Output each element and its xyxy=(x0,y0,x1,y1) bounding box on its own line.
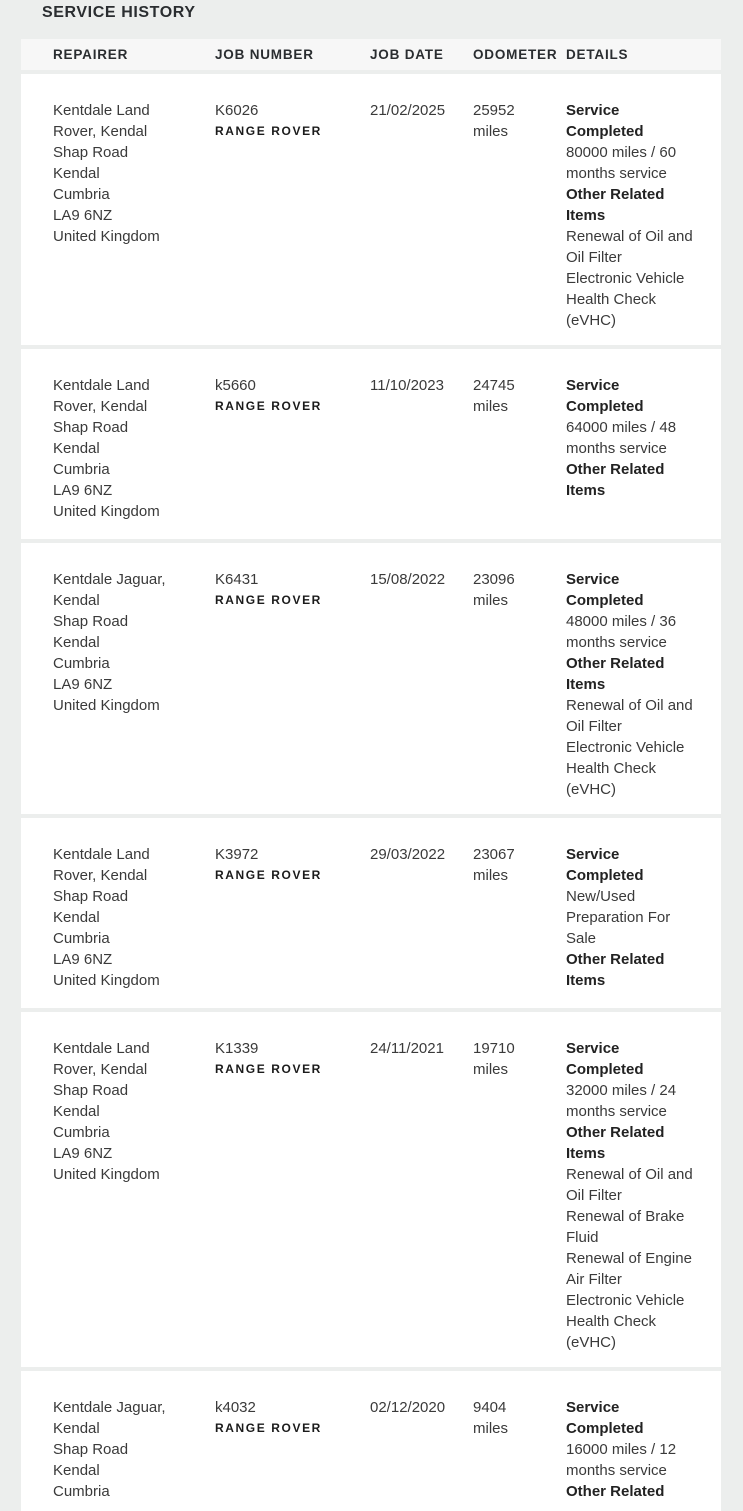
repairer-address-line: LA9 6NZ xyxy=(53,207,113,224)
job-number: K6026 xyxy=(215,102,259,119)
repairer-cell xyxy=(53,100,203,247)
details-cell xyxy=(566,569,716,800)
repairer-address-line: LA9 6NZ xyxy=(53,951,113,968)
repairer-address-line: United Kingdom xyxy=(53,503,160,520)
repairer-address-line: LA9 6NZ xyxy=(53,1145,113,1162)
repairer-name: Kentdale Land Rover, Kendal xyxy=(53,377,150,415)
repairer-name: Kentdale Jaguar, Kendal xyxy=(53,1399,166,1437)
column-header-job-date: JOB DATE xyxy=(370,47,444,62)
job-number-cell xyxy=(215,1038,365,1077)
repairer-address-line: Kendal xyxy=(53,1462,100,1479)
repairer-address-line: Kendal xyxy=(53,634,100,651)
other-item: Renewal of Oil and Oil Filter xyxy=(566,697,693,735)
repairer-address-line: Cumbria xyxy=(53,930,110,947)
range-rover-logo: RANGE ROVER xyxy=(215,1062,322,1076)
job-date: 02/12/2020 xyxy=(370,1399,446,1416)
repairer-name: Kentdale Land Rover, Kendal xyxy=(53,1040,150,1078)
other-related-items-label: Other Related Items xyxy=(566,1124,665,1162)
repairer-cell xyxy=(53,1397,203,1502)
odometer: 19710 miles xyxy=(473,1040,515,1078)
repairer-address-line: Shap Road xyxy=(53,1082,129,1099)
repairer-address-line: United Kingdom xyxy=(53,228,160,245)
service-completed-label: Service Completed xyxy=(566,1399,644,1437)
service-description: 64000 miles / 48 months service xyxy=(566,419,677,457)
repairer-address-line: Shap Road xyxy=(53,144,129,161)
other-related-items-label: Other Related Items xyxy=(566,461,665,499)
column-header-details: DETAILS xyxy=(566,47,629,62)
job-date: 24/11/2021 xyxy=(370,1040,444,1057)
range-rover-logo: RANGE ROVER xyxy=(215,124,322,138)
job-number: k5660 xyxy=(215,377,256,394)
service-description: New/Used Preparation For Sale xyxy=(566,888,671,947)
job-number: K1339 xyxy=(215,1040,259,1057)
other-item: Renewal of Oil and Oil Filter xyxy=(566,1166,693,1204)
job-date: 29/03/2022 xyxy=(370,846,446,863)
service-completed-label: Service Completed xyxy=(566,846,644,884)
service-completed-label: Service Completed xyxy=(566,1040,644,1078)
repairer-address-line: United Kingdom xyxy=(53,1166,160,1183)
details-cell xyxy=(566,1397,716,1502)
details-cell xyxy=(566,844,716,991)
repairer-name: Kentdale Land Rover, Kendal xyxy=(53,102,150,140)
job-number: k4032 xyxy=(215,1399,256,1416)
repairer-cell xyxy=(53,569,203,716)
repairer-address-line: Shap Road xyxy=(53,888,129,905)
repairer-name: Kentdale Land Rover, Kendal xyxy=(53,846,150,884)
table-row xyxy=(21,1371,721,1511)
other-related-items-label: Other Related Items xyxy=(566,186,665,224)
table-row xyxy=(21,1012,721,1367)
repairer-address-line: Shap Road xyxy=(53,613,129,630)
job-number: K6431 xyxy=(215,571,259,588)
repairer-address-line: LA9 6NZ xyxy=(53,482,113,499)
column-header-job-number: JOB NUMBER xyxy=(215,47,314,62)
repairer-address-line: Cumbria xyxy=(53,655,110,672)
service-completed-label: Service Completed xyxy=(566,377,644,415)
range-rover-logo: RANGE ROVER xyxy=(215,868,322,882)
odometer: 23067 miles xyxy=(473,846,515,884)
details-cell xyxy=(566,375,716,501)
service-description: 32000 miles / 24 months service xyxy=(566,1082,677,1120)
repairer-name: Kentdale Jaguar, Kendal xyxy=(53,571,166,609)
other-item: Renewal of Brake Fluid xyxy=(566,1208,685,1246)
service-completed-label: Service Completed xyxy=(566,571,644,609)
job-number-cell xyxy=(215,569,365,608)
repairer-address-line: Cumbria xyxy=(53,186,110,203)
repairer-address-line: Cumbria xyxy=(53,461,110,478)
other-item: Renewal of Engine Air Filter xyxy=(566,1250,692,1288)
service-description: 16000 miles / 12 months service xyxy=(566,1441,677,1479)
job-date: 11/10/2023 xyxy=(370,377,444,394)
range-rover-logo: RANGE ROVER xyxy=(215,593,322,607)
odometer: 23096 miles xyxy=(473,571,515,609)
details-cell xyxy=(566,1038,716,1353)
repairer-cell xyxy=(53,844,203,991)
job-number: K3972 xyxy=(215,846,259,863)
repairer-address-line: Kendal xyxy=(53,440,100,457)
service-description: 48000 miles / 36 months service xyxy=(566,613,677,651)
other-related-items-label: Other Related Items xyxy=(566,655,665,693)
repairer-address-line: Shap Road xyxy=(53,419,129,436)
table-row xyxy=(21,74,721,345)
repairer-address-line: Kendal xyxy=(53,165,100,182)
other-item: Electronic Vehicle Health Check (eVHC) xyxy=(566,270,685,329)
table-row xyxy=(21,349,721,539)
column-header-odometer: ODOMETER xyxy=(473,47,558,62)
other-related-items-label: Other Related xyxy=(566,1483,665,1500)
repairer-address-line: Kendal xyxy=(53,909,100,926)
other-item: Renewal of Oil and Oil Filter xyxy=(566,228,693,266)
job-number-cell xyxy=(215,1397,365,1436)
repairer-address-line: Cumbria xyxy=(53,1483,110,1500)
repairer-address-line: Shap Road xyxy=(53,1441,129,1458)
repairer-address-line: Kendal xyxy=(53,1103,100,1120)
odometer: 9404 miles xyxy=(473,1399,509,1437)
table-row xyxy=(21,818,721,1008)
service-completed-label: Service Completed xyxy=(566,102,644,140)
job-date: 21/02/2025 xyxy=(370,102,446,119)
table-row xyxy=(21,543,721,814)
range-rover-logo: RANGE ROVER xyxy=(215,1421,322,1435)
repairer-address-line: United Kingdom xyxy=(53,972,160,989)
repairer-address-line: Cumbria xyxy=(53,1124,110,1141)
other-related-items-label: Other Related Items xyxy=(566,951,665,989)
repairer-cell xyxy=(53,1038,203,1185)
repairer-cell xyxy=(53,375,203,522)
job-number-cell xyxy=(215,375,365,414)
column-header-repairer: REPAIRER xyxy=(53,47,129,62)
service-description: 80000 miles / 60 months service xyxy=(566,144,677,182)
repairer-address-line: United Kingdom xyxy=(53,697,160,714)
odometer: 24745 miles xyxy=(473,377,515,415)
job-number-cell xyxy=(215,100,365,139)
range-rover-logo: RANGE ROVER xyxy=(215,399,322,413)
job-date: 15/08/2022 xyxy=(370,571,446,588)
other-item: Electronic Vehicle Health Check (eVHC) xyxy=(566,739,685,798)
job-number-cell xyxy=(215,844,365,883)
repairer-address-line: LA9 6NZ xyxy=(53,676,113,693)
other-item: Electronic Vehicle Health Check (eVHC) xyxy=(566,1292,685,1351)
details-cell xyxy=(566,100,716,331)
service-history-table xyxy=(21,39,721,1511)
table-header xyxy=(21,39,721,70)
odometer: 25952 miles xyxy=(473,102,515,140)
section-title: SERVICE HISTORY xyxy=(42,4,196,21)
